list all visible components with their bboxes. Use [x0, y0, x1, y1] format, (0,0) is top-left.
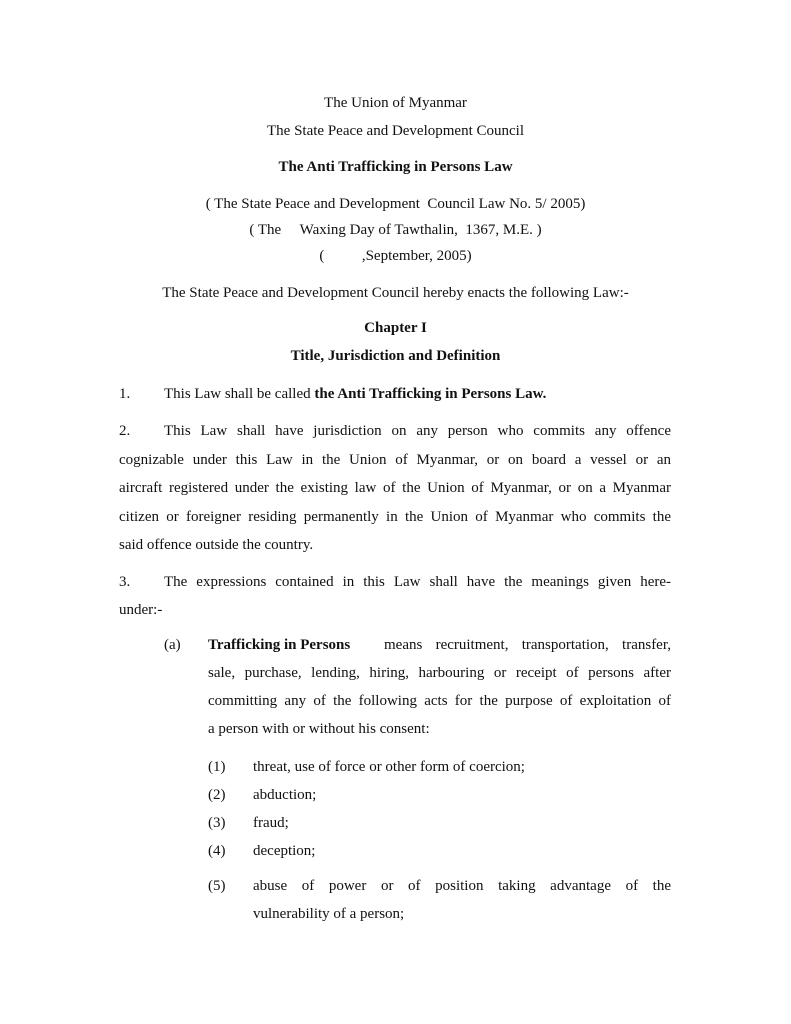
definition-a-line-1: means recruitment, transportation, transfer,: [384, 637, 671, 653]
act-1-number: (1): [208, 759, 226, 775]
act-3-number: (3): [208, 815, 226, 831]
definition-a-term: Trafficking in Persons: [208, 637, 351, 653]
act-5-number: (5): [208, 878, 226, 894]
act-5-continuation: vulnerability of a person;: [253, 906, 405, 922]
section-3-number: 3.: [119, 574, 131, 590]
section-2-line-4: citizen or foreigner residing permanently in the Union of Myanmar who commits the: [119, 509, 671, 525]
date-myanmar-era: ( The Waxing Day of Tawthalin, 1367, M.E. ): [249, 222, 542, 238]
section-1-number: 1.: [119, 386, 131, 402]
section-2-line-2: cognizable under this Law in the Union of Myanmar, or on board a vessel or an: [119, 452, 671, 468]
section-2-line-3: aircraft registered under the existing law of the Union of Myanmar, or on a Myanmar: [119, 480, 671, 496]
section-3-line-1: The expressions contained in this Law shall have the meanings given here-: [164, 574, 671, 590]
section-1-law-name: the Anti Trafficking in Persons Law.: [314, 386, 547, 402]
date-gregorian: ( ,September, 2005): [319, 248, 472, 264]
section-1-plain: This Law shall be called: [164, 386, 315, 402]
section-3-line-2: under:-: [119, 602, 163, 618]
act-5-text: abuse of power or of position taking advantage of the: [253, 878, 671, 894]
act-1-text: threat, use of force or other form of coercion;: [253, 759, 525, 775]
act-2-number: (2): [208, 787, 226, 803]
definition-a-line-3: committing any of the following acts for the purpose of exploitation of: [208, 693, 671, 709]
enactment-clause: The State Peace and Development Council hereby enacts the following Law:-: [162, 285, 629, 301]
chapter-title: Title, Jurisdiction and Definition: [290, 348, 501, 364]
chapter-number: Chapter I: [364, 320, 427, 336]
act-4-number: (4): [208, 843, 226, 859]
section-2-line-1: This Law shall have jurisdiction on any person who commits any offence: [164, 423, 671, 439]
act-4-text: deception;: [253, 843, 316, 859]
section-2-number: 2.: [119, 423, 131, 439]
act-3-text: fraud;: [253, 815, 289, 831]
definition-a-line-2: sale, purchase, lending, hiring, harbouring or receipt of persons after: [208, 665, 671, 681]
definition-a-line-4: a person with or without his consent:: [208, 721, 430, 737]
law-title: The Anti Trafficking in Persons Law: [278, 159, 513, 175]
header-council: The State Peace and Development Council: [267, 123, 524, 139]
law-number: ( The State Peace and Development Council Law No. 5/ 2005): [205, 196, 586, 212]
section-1-text: [164, 386, 546, 403]
act-2-text: abduction;: [253, 787, 317, 803]
header-union: The Union of Myanmar: [324, 95, 467, 111]
section-2-line-5: said offence outside the country.: [119, 537, 314, 553]
definition-a-label: (a): [164, 637, 181, 653]
